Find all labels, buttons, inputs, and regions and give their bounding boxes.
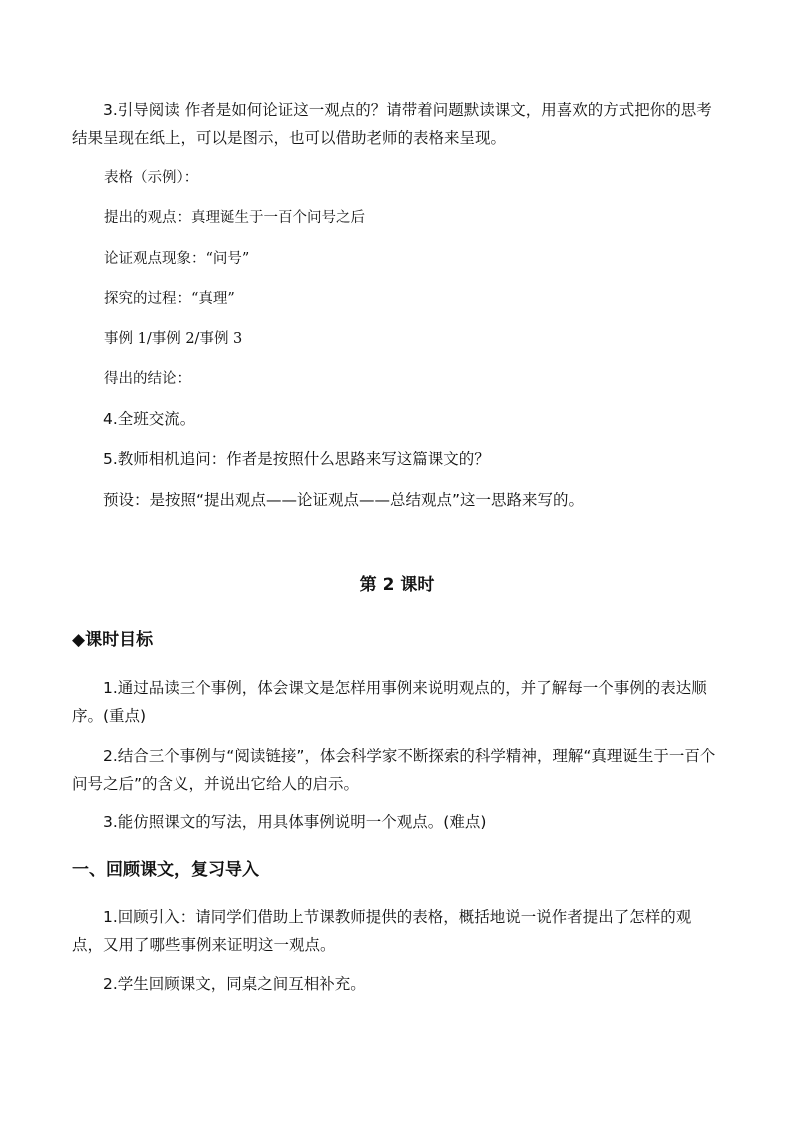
objectives-heading: ◆课时目标 <box>72 630 154 650</box>
review-item-2: 2.学生回顾课文，同桌之间互相补充。 <box>103 975 366 993</box>
table-example-label: 表格（示例）： <box>104 170 199 186</box>
table-process: 探究的过程：“真理” <box>104 291 235 307</box>
objective-item-2: 2.结合三个事例与“阅读链接”，体会科学家不断探索的科学精神，理解“真理诞生于一百个问号之后”的含义，并说出它给人的启示。 <box>72 747 716 793</box>
paragraph-preset-answer: 预设：是按照“提出观点——论证观点——总结观点”这一思路来写的。 <box>103 491 585 509</box>
table-examples: 事例 1/事例 2/事例 3 <box>104 331 243 347</box>
review-item-1: 1.回顾引入：请同学们借助上节课教师提供的表格，概括地说一说作者提出了怎样的观点，又用了哪些事例来证明这一观点。 <box>72 908 692 954</box>
table-conclusion: 得出的结论： <box>104 371 191 387</box>
table-phenomenon: 论证观点现象：“问号” <box>104 251 250 267</box>
paragraph-teacher-question: 5.教师相机追问：作者是按照什么思路来写这篇课文的？ <box>103 450 490 468</box>
lesson-title: 第 2 课时 <box>359 575 435 595</box>
objective-item-1: 1.通过品读三个事例，体会课文是怎样用事例来说明观点的，并了解每一个事例的表达顺序。(重点) <box>72 679 707 725</box>
table-viewpoint: 提出的观点：真理诞生于一百个问号之后 <box>104 210 365 226</box>
section-heading-review: 一、回顾课文，复习导入 <box>72 860 259 880</box>
objective-item-3: 3.能仿照课文的写法，用具体事例说明一个观点。(难点) <box>103 813 487 831</box>
paragraph-guided-reading: 3.引导阅读 作者是如何论证这一观点的？请带着问题默读课文，用喜欢的方式把你的思考结果呈现在纸上，可以是图示，也可以借助老师的表格来呈现。 <box>72 101 712 147</box>
paragraph-class-discussion: 4.全班交流。 <box>103 410 196 428</box>
